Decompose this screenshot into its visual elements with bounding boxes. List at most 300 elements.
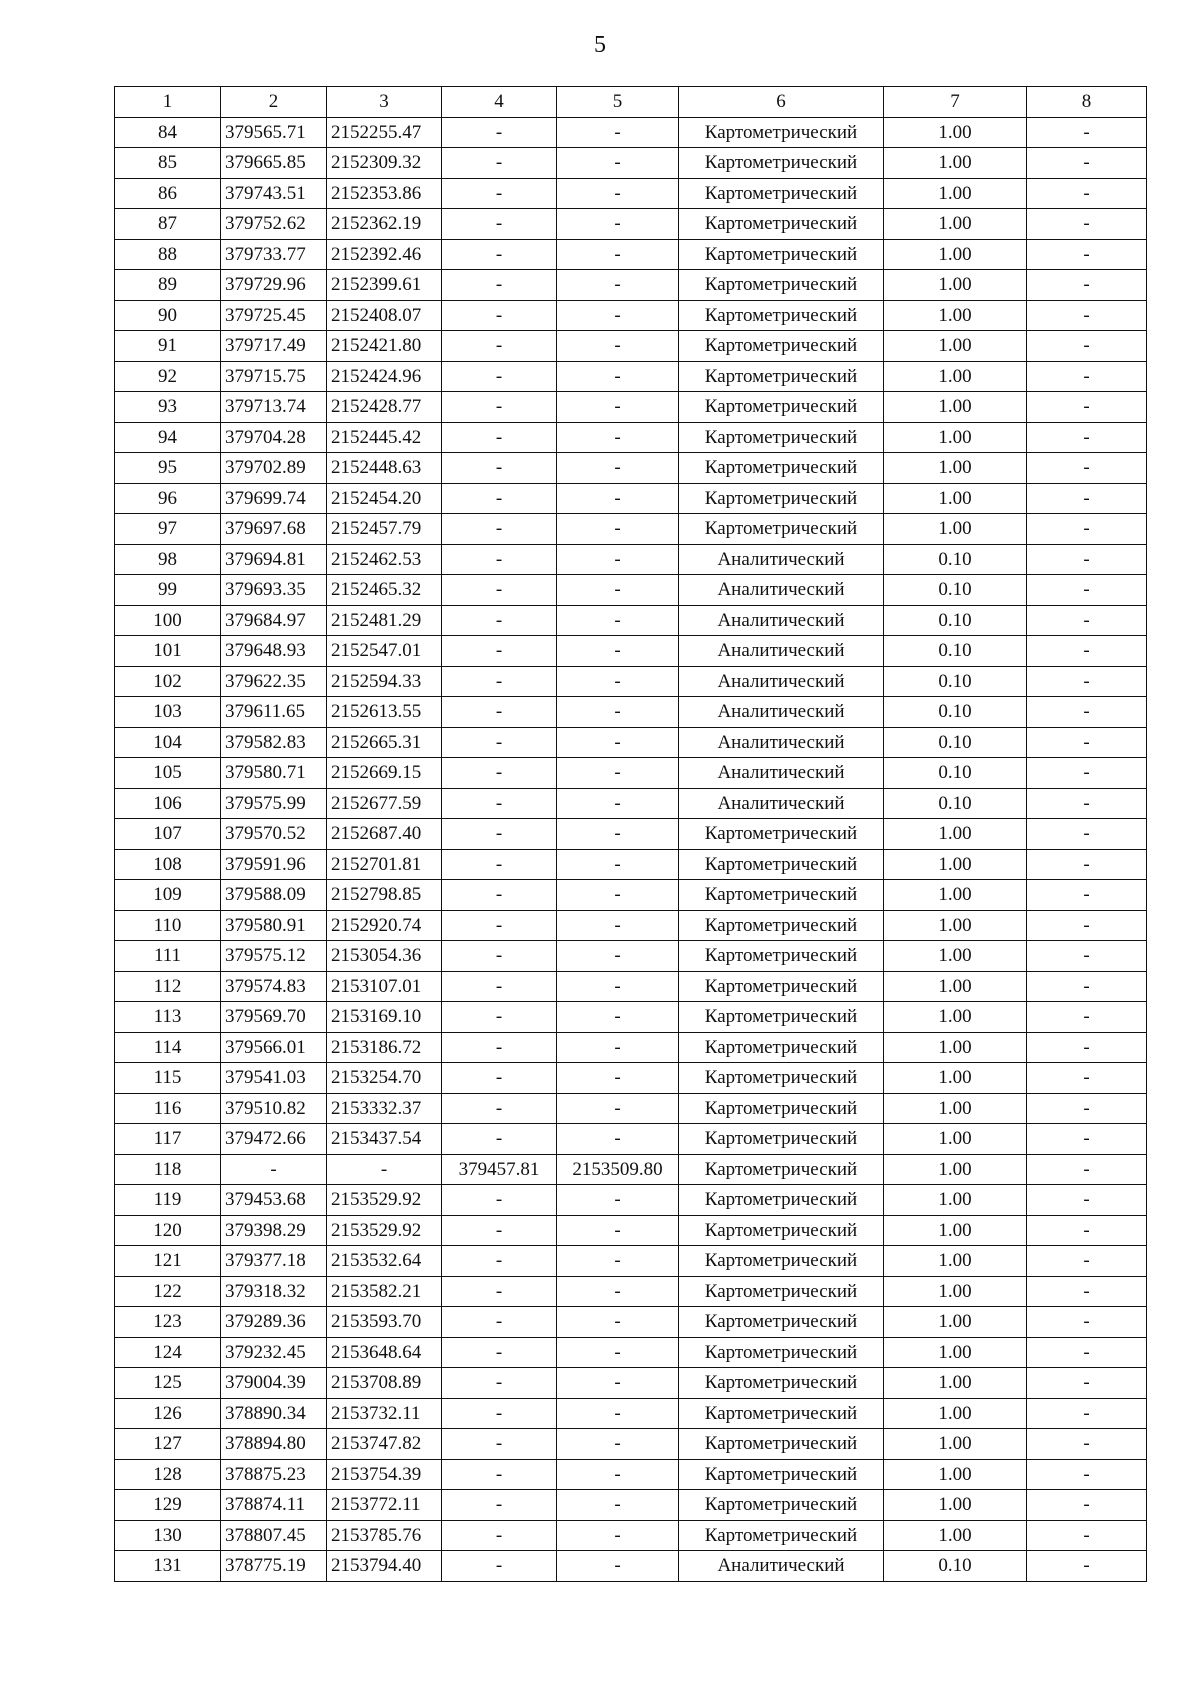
x-coordinate-alt-cell: - [442,1246,557,1277]
y-coordinate-alt-cell: - [557,819,679,850]
method-cell: Картометрический [679,1093,884,1124]
x-coordinate-cell: 379318.32 [221,1276,327,1307]
x-coordinate-cell: 379541.03 [221,1063,327,1094]
accuracy-cell: 0.10 [884,697,1027,728]
point-number-cell: 103 [115,697,221,728]
point-number-cell: 86 [115,178,221,209]
accuracy-cell: 0.10 [884,788,1027,819]
table-row [115,239,1147,270]
x-coordinate-cell: 379453.68 [221,1185,327,1216]
point-number-cell: 116 [115,1093,221,1124]
accuracy-cell: 1.00 [884,880,1027,911]
x-coordinate-alt-cell: - [442,1185,557,1216]
x-coordinate-alt-cell: - [442,148,557,179]
x-coordinate-cell: 378890.34 [221,1398,327,1429]
accuracy-cell: 1.00 [884,239,1027,270]
y-coordinate-cell: 2152421.80 [327,331,442,362]
method-cell: Картометрический [679,1398,884,1429]
table-row [115,1124,1147,1155]
point-number-cell: 131 [115,1551,221,1582]
point-number-cell: 98 [115,544,221,575]
x-coordinate-alt-cell: - [442,1124,557,1155]
accuracy-cell: 1.00 [884,819,1027,850]
x-coordinate-alt-cell: - [442,270,557,301]
y-coordinate-alt-cell: - [557,1490,679,1521]
column-header: 1 [115,87,221,118]
point-number-cell: 94 [115,422,221,453]
method-cell: Картометрический [679,1032,884,1063]
x-coordinate-cell: 379004.39 [221,1368,327,1399]
coordinates-table [114,86,1147,1582]
note-cell: - [1027,1276,1147,1307]
y-coordinate-cell: 2152665.31 [327,727,442,758]
y-coordinate-alt-cell: - [557,1093,679,1124]
point-number-cell: 115 [115,1063,221,1094]
table-row [115,788,1147,819]
y-coordinate-alt-cell: - [557,270,679,301]
table-row [115,605,1147,636]
method-cell: Картометрический [679,971,884,1002]
point-number-cell: 126 [115,1398,221,1429]
note-cell: - [1027,1459,1147,1490]
note-cell: - [1027,727,1147,758]
y-coordinate-cell: 2152687.40 [327,819,442,850]
method-cell: Картометрический [679,1185,884,1216]
y-coordinate-cell: 2152424.96 [327,361,442,392]
accuracy-cell: 0.10 [884,727,1027,758]
table-row [115,1185,1147,1216]
table-row [115,270,1147,301]
y-coordinate-alt-cell: - [557,1124,679,1155]
table-row [115,910,1147,941]
method-cell: Картометрический [679,1368,884,1399]
y-coordinate-cell: 2153772.11 [327,1490,442,1521]
note-cell: - [1027,605,1147,636]
table-row [115,483,1147,514]
y-coordinate-cell: 2153532.64 [327,1246,442,1277]
note-cell: - [1027,880,1147,911]
point-number-cell: 109 [115,880,221,911]
table-row [115,1246,1147,1277]
x-coordinate-alt-cell: 379457.81 [442,1154,557,1185]
x-coordinate-alt-cell: - [442,636,557,667]
note-cell: - [1027,1520,1147,1551]
note-cell: - [1027,178,1147,209]
y-coordinate-alt-cell: - [557,1551,679,1582]
x-coordinate-cell: 379725.45 [221,300,327,331]
method-cell: Картометрический [679,1276,884,1307]
accuracy-cell: 1.00 [884,1124,1027,1155]
x-coordinate-alt-cell: - [442,1337,557,1368]
y-coordinate-cell: 2153708.89 [327,1368,442,1399]
x-coordinate-alt-cell: - [442,1002,557,1033]
y-coordinate-cell: 2153732.11 [327,1398,442,1429]
x-coordinate-cell: 379575.12 [221,941,327,972]
x-coordinate-cell: 379713.74 [221,392,327,423]
x-coordinate-cell: 379570.52 [221,819,327,850]
point-number-cell: 91 [115,331,221,362]
x-coordinate-alt-cell: - [442,605,557,636]
method-cell: Картометрический [679,1124,884,1155]
point-number-cell: 89 [115,270,221,301]
accuracy-cell: 1.00 [884,1337,1027,1368]
x-coordinate-cell: - [221,1154,327,1185]
table-row [115,666,1147,697]
x-coordinate-cell: 379574.83 [221,971,327,1002]
x-coordinate-cell: 379743.51 [221,178,327,209]
x-coordinate-alt-cell: - [442,514,557,545]
y-coordinate-cell: 2152353.86 [327,178,442,209]
x-coordinate-alt-cell: - [442,1093,557,1124]
y-coordinate-cell: 2152481.29 [327,605,442,636]
y-coordinate-cell: 2153785.76 [327,1520,442,1551]
y-coordinate-cell: 2152701.81 [327,849,442,880]
x-coordinate-cell: 379289.36 [221,1307,327,1338]
x-coordinate-cell: 378874.11 [221,1490,327,1521]
point-number-cell: 97 [115,514,221,545]
note-cell: - [1027,1368,1147,1399]
note-cell: - [1027,1002,1147,1033]
table-row [115,758,1147,789]
x-coordinate-cell: 379733.77 [221,239,327,270]
y-coordinate-cell: 2152445.42 [327,422,442,453]
x-coordinate-alt-cell: - [442,1368,557,1399]
y-coordinate-cell: 2152462.53 [327,544,442,575]
note-cell: - [1027,1337,1147,1368]
y-coordinate-cell: 2152594.33 [327,666,442,697]
accuracy-cell: 1.00 [884,178,1027,209]
x-coordinate-cell: 379697.68 [221,514,327,545]
y-coordinate-alt-cell: - [557,300,679,331]
method-cell: Аналитический [679,636,884,667]
table-row [115,1520,1147,1551]
table-row [115,544,1147,575]
y-coordinate-alt-cell: - [557,1185,679,1216]
y-coordinate-alt-cell: - [557,636,679,667]
note-cell: - [1027,1551,1147,1582]
method-cell: Картометрический [679,1307,884,1338]
accuracy-cell: 1.00 [884,1459,1027,1490]
method-cell: Картометрический [679,941,884,972]
note-cell: - [1027,1154,1147,1185]
y-coordinate-cell: 2153648.64 [327,1337,442,1368]
method-cell: Картометрический [679,514,884,545]
x-coordinate-alt-cell: - [442,788,557,819]
table-header-row [115,87,1147,118]
y-coordinate-alt-cell: - [557,697,679,728]
y-coordinate-alt-cell: - [557,941,679,972]
note-cell: - [1027,910,1147,941]
table-row [115,514,1147,545]
point-number-cell: 123 [115,1307,221,1338]
table-body [115,117,1147,1581]
y-coordinate-alt-cell: - [557,148,679,179]
accuracy-cell: 1.00 [884,483,1027,514]
note-cell: - [1027,483,1147,514]
note-cell: - [1027,819,1147,850]
x-coordinate-alt-cell: - [442,453,557,484]
table-row [115,1154,1147,1185]
note-cell: - [1027,117,1147,148]
note-cell: - [1027,239,1147,270]
x-coordinate-alt-cell: - [442,1551,557,1582]
x-coordinate-cell: 379575.99 [221,788,327,819]
accuracy-cell: 1.00 [884,209,1027,240]
accuracy-cell: 1.00 [884,1520,1027,1551]
note-cell: - [1027,1429,1147,1460]
method-cell: Аналитический [679,666,884,697]
y-coordinate-cell: 2152392.46 [327,239,442,270]
y-coordinate-alt-cell: - [557,1429,679,1460]
x-coordinate-cell: 379665.85 [221,148,327,179]
point-number-cell: 117 [115,1124,221,1155]
point-number-cell: 119 [115,1185,221,1216]
point-number-cell: 113 [115,1002,221,1033]
x-coordinate-alt-cell: - [442,422,557,453]
note-cell: - [1027,666,1147,697]
x-coordinate-alt-cell: - [442,758,557,789]
table-row [115,1368,1147,1399]
table-row [115,392,1147,423]
note-cell: - [1027,514,1147,545]
accuracy-cell: 1.00 [884,1276,1027,1307]
x-coordinate-cell: 379699.74 [221,483,327,514]
column-header: 5 [557,87,679,118]
point-number-cell: 125 [115,1368,221,1399]
table-row [115,819,1147,850]
y-coordinate-alt-cell: - [557,209,679,240]
note-cell: - [1027,1124,1147,1155]
point-number-cell: 107 [115,819,221,850]
note-cell: - [1027,300,1147,331]
x-coordinate-alt-cell: - [442,544,557,575]
x-coordinate-alt-cell: - [442,361,557,392]
y-coordinate-cell: 2152465.32 [327,575,442,606]
table-row [115,697,1147,728]
point-number-cell: 101 [115,636,221,667]
y-coordinate-cell: 2152920.74 [327,910,442,941]
point-number-cell: 90 [115,300,221,331]
x-coordinate-cell: 378775.19 [221,1551,327,1582]
y-coordinate-alt-cell: - [557,117,679,148]
method-cell: Аналитический [679,727,884,758]
point-number-cell: 87 [115,209,221,240]
y-coordinate-cell: 2152677.59 [327,788,442,819]
y-coordinate-alt-cell: - [557,1032,679,1063]
x-coordinate-alt-cell: - [442,941,557,972]
y-coordinate-alt-cell: - [557,1459,679,1490]
method-cell: Картометрический [679,178,884,209]
point-number-cell: 128 [115,1459,221,1490]
method-cell: Картометрический [679,239,884,270]
y-coordinate-cell: 2152408.07 [327,300,442,331]
x-coordinate-cell: 379648.93 [221,636,327,667]
x-coordinate-cell: 379693.35 [221,575,327,606]
method-cell: Картометрический [679,148,884,179]
note-cell: - [1027,636,1147,667]
x-coordinate-cell: 379580.71 [221,758,327,789]
table-row [115,727,1147,758]
y-coordinate-alt-cell: - [557,1398,679,1429]
x-coordinate-cell: 379588.09 [221,880,327,911]
note-cell: - [1027,1093,1147,1124]
table-row [115,1032,1147,1063]
note-cell: - [1027,971,1147,1002]
column-header: 8 [1027,87,1147,118]
y-coordinate-cell: 2152454.20 [327,483,442,514]
y-coordinate-alt-cell: - [557,1276,679,1307]
table-row [115,178,1147,209]
x-coordinate-cell: 378894.80 [221,1429,327,1460]
y-coordinate-alt-cell: - [557,788,679,819]
method-cell: Аналитический [679,697,884,728]
method-cell: Картометрический [679,117,884,148]
table-row [115,1093,1147,1124]
table-row [115,1459,1147,1490]
method-cell: Картометрический [679,361,884,392]
accuracy-cell: 1.00 [884,117,1027,148]
table-row [115,300,1147,331]
accuracy-cell: 1.00 [884,514,1027,545]
x-coordinate-alt-cell: - [442,1063,557,1094]
table-row [115,1002,1147,1033]
method-cell: Картометрический [679,1215,884,1246]
y-coordinate-cell: 2153529.92 [327,1185,442,1216]
method-cell: Аналитический [679,605,884,636]
x-coordinate-alt-cell: - [442,727,557,758]
x-coordinate-alt-cell: - [442,209,557,240]
table-row [115,422,1147,453]
accuracy-cell: 1.00 [884,910,1027,941]
accuracy-cell: 1.00 [884,331,1027,362]
note-cell: - [1027,544,1147,575]
y-coordinate-cell: 2153054.36 [327,941,442,972]
note-cell: - [1027,1307,1147,1338]
note-cell: - [1027,1063,1147,1094]
point-number-cell: 96 [115,483,221,514]
x-coordinate-alt-cell: - [442,178,557,209]
accuracy-cell: 1.00 [884,1032,1027,1063]
note-cell: - [1027,941,1147,972]
y-coordinate-cell: 2152309.32 [327,148,442,179]
x-coordinate-alt-cell: - [442,331,557,362]
accuracy-cell: 1.00 [884,1185,1027,1216]
x-coordinate-cell: 379684.97 [221,605,327,636]
note-cell: - [1027,270,1147,301]
y-coordinate-cell: 2153593.70 [327,1307,442,1338]
point-number-cell: 105 [115,758,221,789]
point-number-cell: 118 [115,1154,221,1185]
y-coordinate-alt-cell: - [557,666,679,697]
y-coordinate-cell: 2152457.79 [327,514,442,545]
y-coordinate-alt-cell: - [557,880,679,911]
y-coordinate-cell: 2152798.85 [327,880,442,911]
accuracy-cell: 1.00 [884,1002,1027,1033]
note-cell: - [1027,849,1147,880]
note-cell: - [1027,392,1147,423]
y-coordinate-alt-cell: - [557,544,679,575]
accuracy-cell: 1.00 [884,1490,1027,1521]
x-coordinate-cell: 379569.70 [221,1002,327,1033]
x-coordinate-alt-cell: - [442,1429,557,1460]
x-coordinate-cell: 379702.89 [221,453,327,484]
x-coordinate-alt-cell: - [442,1490,557,1521]
x-coordinate-cell: 379717.49 [221,331,327,362]
x-coordinate-cell: 379704.28 [221,422,327,453]
method-cell: Картометрический [679,1520,884,1551]
y-coordinate-alt-cell: - [557,575,679,606]
y-coordinate-alt-cell: - [557,605,679,636]
accuracy-cell: 1.00 [884,849,1027,880]
y-coordinate-alt-cell: - [557,727,679,758]
table-row [115,117,1147,148]
point-number-cell: 93 [115,392,221,423]
note-cell: - [1027,1490,1147,1521]
method-cell: Картометрический [679,422,884,453]
y-coordinate-alt-cell: - [557,514,679,545]
y-coordinate-cell: 2152362.19 [327,209,442,240]
x-coordinate-cell: 379565.71 [221,117,327,148]
accuracy-cell: 0.10 [884,544,1027,575]
note-cell: - [1027,1398,1147,1429]
note-cell: - [1027,788,1147,819]
x-coordinate-alt-cell: - [442,1307,557,1338]
x-coordinate-alt-cell: - [442,1459,557,1490]
y-coordinate-alt-cell: - [557,1246,679,1277]
point-number-cell: 127 [115,1429,221,1460]
y-coordinate-cell: 2152669.15 [327,758,442,789]
method-cell: Аналитический [679,575,884,606]
x-coordinate-alt-cell: - [442,300,557,331]
y-coordinate-cell: 2153437.54 [327,1124,442,1155]
point-number-cell: 121 [115,1246,221,1277]
table-row [115,849,1147,880]
table-row [115,1276,1147,1307]
method-cell: Картометрический [679,270,884,301]
accuracy-cell: 0.10 [884,758,1027,789]
accuracy-cell: 1.00 [884,1307,1027,1338]
y-coordinate-alt-cell: - [557,1063,679,1094]
table-row [115,1490,1147,1521]
method-cell: Картометрический [679,453,884,484]
y-coordinate-alt-cell: - [557,849,679,880]
y-coordinate-cell: 2153747.82 [327,1429,442,1460]
note-cell: - [1027,209,1147,240]
x-coordinate-cell: 379377.18 [221,1246,327,1277]
y-coordinate-alt-cell: - [557,758,679,789]
method-cell: Картометрический [679,1154,884,1185]
accuracy-cell: 0.10 [884,605,1027,636]
point-number-cell: 120 [115,1215,221,1246]
y-coordinate-cell: 2153186.72 [327,1032,442,1063]
note-cell: - [1027,331,1147,362]
x-coordinate-alt-cell: - [442,666,557,697]
y-coordinate-cell: 2153529.92 [327,1215,442,1246]
x-coordinate-alt-cell: - [442,117,557,148]
column-header: 3 [327,87,442,118]
y-coordinate-cell: 2153754.39 [327,1459,442,1490]
x-coordinate-alt-cell: - [442,880,557,911]
y-coordinate-alt-cell: - [557,1215,679,1246]
note-cell: - [1027,422,1147,453]
y-coordinate-cell: 2153332.37 [327,1093,442,1124]
y-coordinate-alt-cell: - [557,392,679,423]
x-coordinate-alt-cell: - [442,971,557,1002]
point-number-cell: 104 [115,727,221,758]
method-cell: Картометрический [679,1429,884,1460]
x-coordinate-alt-cell: - [442,483,557,514]
method-cell: Картометрический [679,331,884,362]
